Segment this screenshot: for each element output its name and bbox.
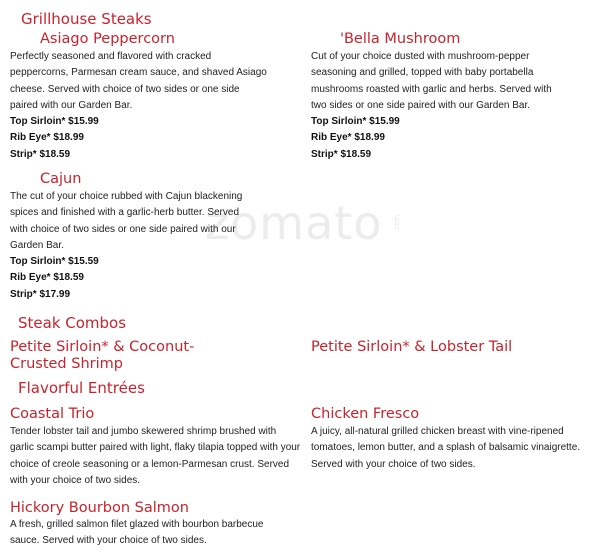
section-grillhouse-steaks: Grillhouse Steaks: [21, 10, 152, 28]
watermark-suffix: .com: [393, 214, 401, 232]
price-row: Rib Eye* $18.59: [10, 272, 84, 284]
item-title-petite-sirloin-lobster: Petite Sirloin* & Lobster Tail: [311, 339, 513, 355]
price-row: Rib Eye* $18.99: [311, 132, 385, 144]
price-row: Top Sirloin* $15.99: [311, 116, 400, 127]
item-desc-chicken-fresco: A juicy, all-natural grilled chicken breast with vine-ripened tomatoes, lemon butter, and a splash of balsamic vinaigrette. Served with your choice of two sides.: [311, 426, 581, 470]
item-desc-asiago-peppercorn: Perfectly seasoned and flavored with cracked peppercorns, Parmesan cream sauce, and shaved Asiago cheese. Served with choice of two sides or one side paired with our Garden Bar.: [10, 51, 267, 111]
item-title-coastal-trio: Coastal Trio: [10, 406, 95, 422]
item-desc-coastal-trio: Tender lobster tail and jumbo skewered shrimp brushed with garlic scampi butter paired with light, flaky tilapia topped with your choice of creole seasoning or a lemon-Parmesan crust. Served with your choice of two sides.: [10, 426, 301, 486]
item-title-cajun: Cajun: [40, 171, 82, 187]
watermark: zomato: [205, 196, 383, 250]
price-list-asiago: [10, 114, 99, 163]
item-desc-cajun: The cut of your choice rubbed with Cajun blackening spices and finished with a garlic-herb butter. Served with choice of two sides or one side paired with our Garden Bar.: [10, 191, 243, 251]
item-desc-hickory-bourbon-salmon: A fresh, grilled salmon filet glazed with bourbon barbecue sauce. Served with your choice of two sides.: [10, 519, 264, 547]
item-title-asiago-peppercorn: Asiago Peppercorn: [40, 31, 175, 47]
section-steak-combos: Steak Combos: [18, 314, 127, 332]
price-row: Strip* $18.59: [10, 148, 71, 160]
price-row: Strip* $18.59: [311, 148, 372, 160]
price-row: Top Sirloin* $15.99: [10, 116, 99, 127]
item-title-hickory-bourbon-salmon: Hickory Bourbon Salmon: [10, 500, 189, 516]
price-row: Top Sirloin* $15.59: [10, 256, 99, 267]
item-title-petite-sirloin-shrimp: Petite Sirloin* & Coconut-Crusted Shrimp: [10, 339, 195, 372]
item-title-bella-mushroom: 'Bella Mushroom: [340, 31, 461, 47]
price-list-cajun: [10, 254, 99, 303]
item-desc-bella-mushroom: Cut of your choice dusted with mushroom-pepper seasoning and grilled, topped with baby portabella mushrooms roasted with garlic and herbs. Served with two sides or one side paired with our Garden Bar.: [311, 51, 552, 111]
section-flavorful-entrees: Flavorful Entrées: [18, 379, 145, 397]
item-title-chicken-fresco: Chicken Fresco: [311, 406, 420, 422]
price-row: Rib Eye* $18.99: [10, 132, 84, 144]
price-list-bella: [311, 114, 400, 163]
price-row: Strip* $17.99: [10, 288, 71, 300]
